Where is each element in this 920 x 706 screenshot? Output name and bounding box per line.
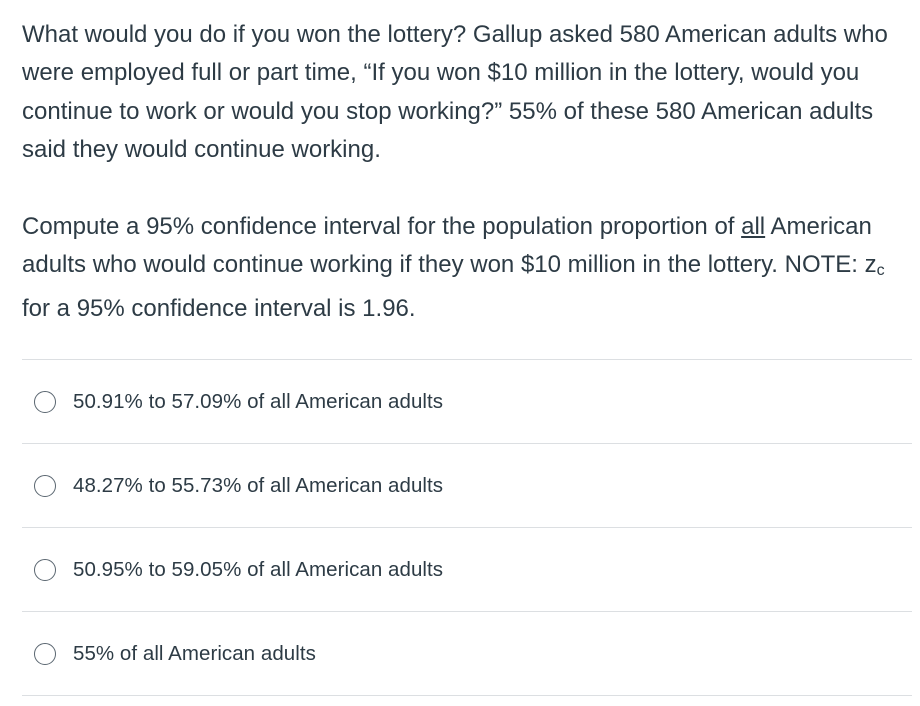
prompt-text-middle: American adults who would continue working if they won $10 million in the lottery. NOTE: z: [22, 212, 877, 279]
answer-option-3[interactable]: [22, 528, 912, 612]
answer-label: 48.27% to 55.73% of all American adults: [73, 473, 444, 497]
answer-option-1[interactable]: [22, 360, 912, 444]
answer-option-2[interactable]: [22, 444, 912, 528]
answer-list: [22, 359, 912, 696]
answer-option-4[interactable]: [22, 612, 912, 696]
underlined-word-all: all: [741, 212, 766, 240]
radio-button-icon[interactable]: [34, 643, 56, 665]
question-paragraph-prompt: [22, 208, 902, 329]
question-text: [22, 16, 902, 329]
answer-label: 55% of all American adults: [73, 641, 316, 665]
z-subscript: c: [876, 262, 885, 280]
answer-label: 50.95% to 59.05% of all American adults: [73, 557, 444, 581]
radio-button-icon[interactable]: [34, 391, 56, 413]
question-paragraph-scenario: What would you do if you won the lottery? Gallup asked 580 American adults who were employed full or part time, “If you won $10 million in the lottery, would you continue to work or would you stop working?” 55% of these 580 American adults said they would continue working.: [22, 21, 888, 164]
radio-button-icon[interactable]: [34, 559, 56, 581]
prompt-text-end: for a 95% confidence interval is 1.96.: [22, 295, 416, 323]
prompt-text-start: Compute a 95% confidence interval for the population proportion of: [22, 212, 742, 240]
radio-button-icon[interactable]: [34, 475, 56, 497]
answer-label: 50.91% to 57.09% of all American adults: [73, 389, 444, 413]
